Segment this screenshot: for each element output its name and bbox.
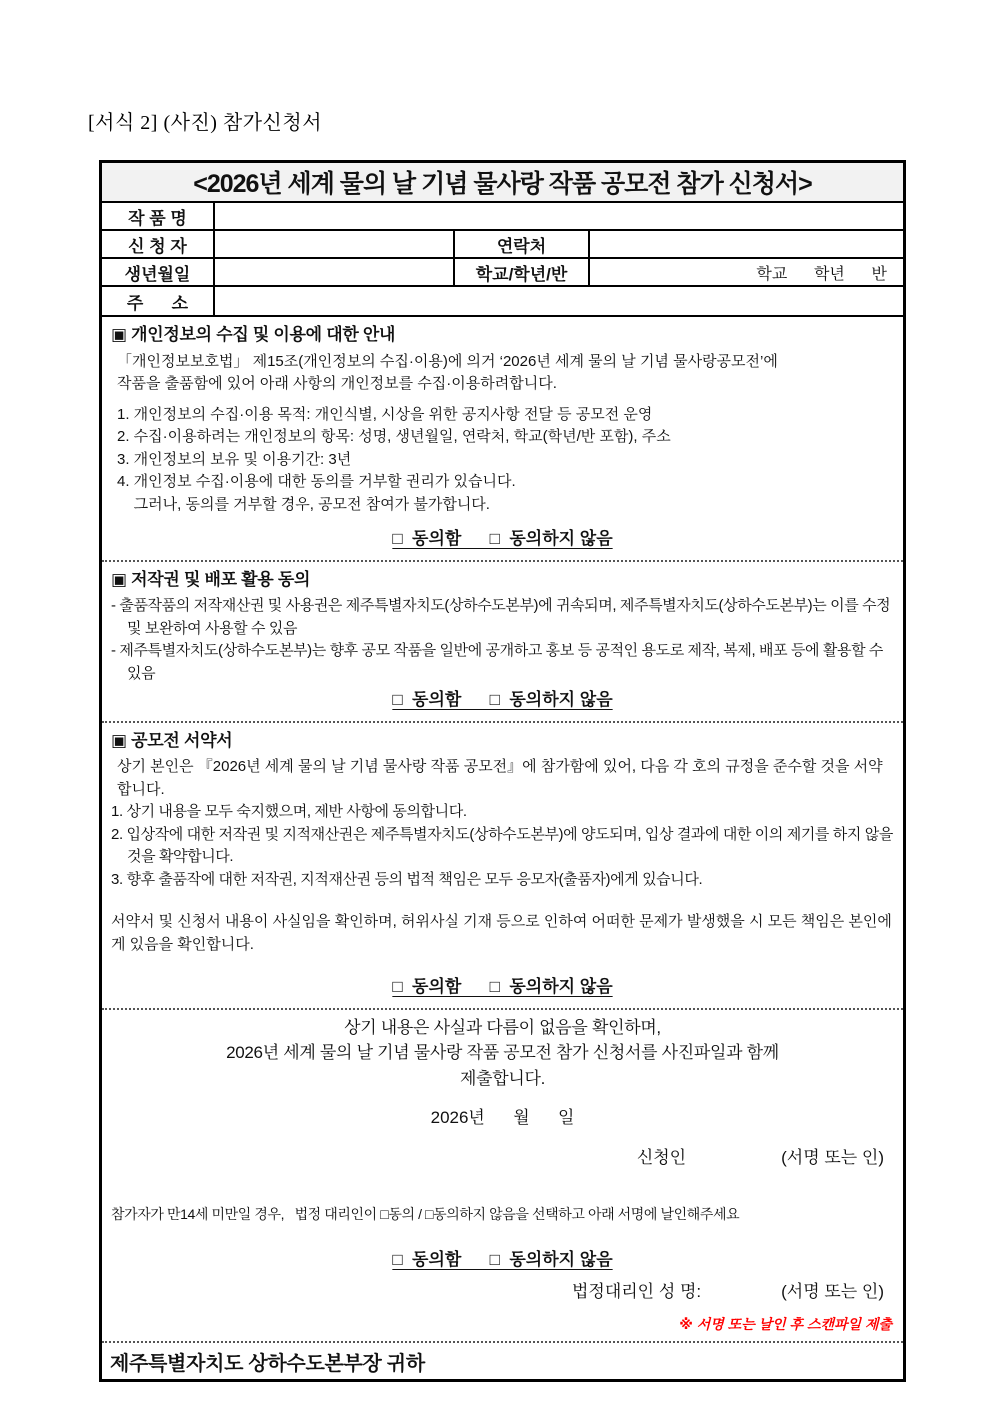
privacy-item-3: 3. 개인정보의 보유 및 이용기간: 3년 xyxy=(117,450,352,468)
submission-line3: 제출합니다. xyxy=(459,1068,546,1088)
submission-section xyxy=(102,1010,903,1344)
submission-line1: 상기 내용은 사실과 다름이 없음을 확인하며, xyxy=(344,1017,661,1037)
copyright-heading: ▣ 저작권 및 배포 활용 동의 xyxy=(111,569,311,589)
scan-file-note: ※ 서명 또는 날인 후 스캔파일 제출 xyxy=(679,1316,892,1332)
guardian-sign-row xyxy=(111,1279,894,1305)
privacy-item-4: 4. 개인정보 수집·이용에 대한 동의를 거부할 권리가 있습니다. xyxy=(117,473,516,490)
recipient-footer: 제주특별자치도 상하수도본부장 귀하 xyxy=(110,1352,425,1375)
copyright-consent-row xyxy=(111,687,894,713)
privacy-item-1: 1. 개인정보의 수집·이용 목적: 개인식별, 시상을 위한 공지사항 전달 등 공모전 운영 xyxy=(117,405,653,423)
guardian-sign-hint: (서명 또는 인) xyxy=(781,1281,884,1301)
copyright-item-1: - 출품작품의 저작재산권 및 사용권은 제주특별자치도(상하수도본부)에 귀속되며, 제주특별자치도(상하수도본부)는 이를 수정 및 보완하여 사용할 수 있음 xyxy=(111,597,891,637)
contact-label: 연락처 xyxy=(455,231,590,259)
application-form-table xyxy=(99,160,906,1382)
school-field[interactable]: 학교 학년 반 xyxy=(590,259,903,287)
privacy-section xyxy=(102,317,903,562)
address-label: 주 소 xyxy=(102,287,215,315)
copyright-item-2: - 제주특별자치도(상하수도본부)는 향후 공모 작품을 일반에 공개하고 홍보 등 공적인 용도로 제작, 복제, 배포 등에 활용할 수 있음 xyxy=(111,642,884,682)
applicant-sign-row xyxy=(111,1145,894,1171)
pledge-intro: 상기 본인은 『2026년 세계 물의 날 기념 물사랑 작품 공모전』에 참가함에 있어, 다음 각 호의 규정을 준수할 것을 서약합니다. xyxy=(117,758,883,798)
copyright-consent-options[interactable]: □ 동의함 □ 동의하지 않음 xyxy=(392,690,613,709)
contact-field[interactable] xyxy=(590,231,903,259)
applicant-name-field[interactable] xyxy=(215,231,455,259)
pledge-consent-row xyxy=(111,974,894,1000)
submission-date-line[interactable]: 2026년 월 일 xyxy=(430,1108,575,1127)
applicant-name-label: 신 청 자 xyxy=(102,231,215,259)
artwork-title-field[interactable] xyxy=(215,203,903,231)
applicant-sign-label: 신청인 xyxy=(636,1147,687,1167)
privacy-item-2: 2. 수집·이용하려는 개인정보의 항목: 성명, 생년월일, 연락처, 학교(학년/반 포함), 주소 xyxy=(117,428,671,445)
copyright-section xyxy=(102,562,903,723)
applicant-sign-hint: (서명 또는 인) xyxy=(781,1147,884,1167)
applicant-info-grid xyxy=(102,203,903,317)
artwork-title-label: 작 품 명 xyxy=(102,203,215,231)
pledge-item-3: 3. 향후 출품작에 대한 저작권, 지적재산권 등의 법적 책임은 모두 응모자(출품자)에게 있습니다. xyxy=(111,870,703,888)
pledge-confirm: 서약서 및 신청서 내용이 사실임을 확인하며, 허위사실 기재 등으로 인하여 어떠한 문제가 발생했을 시 모든 책임은 본인에게 있음을 확인합니다. xyxy=(111,913,892,953)
submission-line2: 2026년 세계 물의 날 기념 물사랑 작품 공모전 참가 신청서를 사진파일과 함께 xyxy=(226,1043,779,1062)
guardian-consent-options[interactable]: □ 동의함 □ 동의하지 않음 xyxy=(392,1250,613,1269)
birthdate-label: 생년월일 xyxy=(102,259,215,287)
guardian-name-label: 법정대리인 성 명: xyxy=(571,1281,702,1301)
privacy-intro-line2: 작품을 출품함에 있어 아래 사항의 개인정보를 수집·이용하려합니다. xyxy=(117,375,557,392)
guardian-consent-row xyxy=(111,1247,894,1273)
pledge-section xyxy=(102,723,903,1010)
guardian-note: 참가자가 만14세 미만일 경우, 법정 대리인이 □동의 / □동의하지 않음을 선택하고 아래 서명에 날인해주세요 xyxy=(111,1206,740,1222)
pledge-heading: ▣ 공모전 서약서 xyxy=(111,730,233,750)
privacy-heading: ▣ 개인정보의 수집 및 이용에 대한 안내 xyxy=(111,325,396,344)
pledge-item-1: 1. 상기 내용을 모두 숙지했으며, 제반 사항에 동의합니다. xyxy=(111,803,467,820)
pledge-consent-options[interactable]: □ 동의함 □ 동의하지 않음 xyxy=(392,977,613,996)
privacy-consent-options[interactable]: □ 동의함 □ 동의하지 않음 xyxy=(392,529,613,548)
address-field[interactable] xyxy=(215,287,903,315)
privacy-item-4-cont: 그러나, 동의를 거부할 경우, 공모전 참여가 불가합니다. xyxy=(117,495,490,513)
form-title: <2026년 세계 물의 날 기념 물사랑 작품 공모전 참가 신청서> xyxy=(102,163,903,203)
privacy-consent-row xyxy=(111,526,894,552)
privacy-intro-line1: 「개인정보보호법」 제15조(개인정보의 수집·이용)에 의거 ‘2026년 세계 물의 날 기념 물사랑공모전’에 xyxy=(117,352,778,370)
doc-label: [서식 2] (사진) 참가신청서 xyxy=(88,112,323,134)
pledge-item-2: 2. 입상작에 대한 저작권 및 지적재산권은 제주특별자치도(상하수도본부)에 양도되며, 입상 결과에 대한 이의 제기를 하지 않을 것을 확약합니다. xyxy=(111,825,893,865)
birthdate-field[interactable] xyxy=(215,259,455,287)
school-label: 학교/학년/반 xyxy=(455,259,590,287)
